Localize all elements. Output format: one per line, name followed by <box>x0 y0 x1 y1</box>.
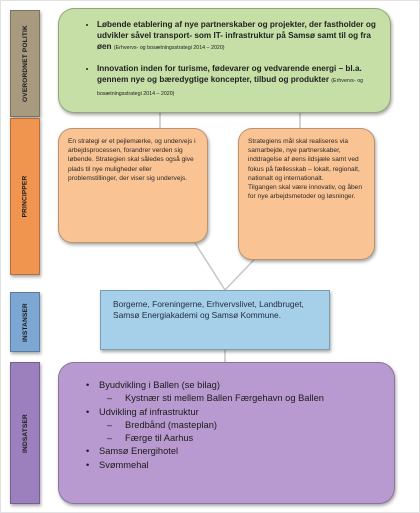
instances-box <box>100 290 330 350</box>
principle-text: Tilgangen skal være innovativ, og åben for nye arbejdsmetoder og løsninger. <box>248 184 362 201</box>
instances-side-bar <box>10 292 40 352</box>
policy-list <box>85 19 376 100</box>
action-item: • Samsø Energihotel <box>99 445 380 458</box>
policy-item-source: (Erhvervs- og bosætningsstrategi 2014 – 2020) <box>97 78 364 97</box>
action-subitem: – Færge til Aarhus <box>99 432 380 445</box>
policy-item <box>97 63 376 100</box>
policy-item-text: Innovation inden for turisme, fødevarer og vedvarende energi – bl.a. gennem nye og bæredygtige koncepter, tilbud og produkter <box>97 64 362 84</box>
action-subitem: – Kystnær sti mellem Ballen Færgehavn og Ballen <box>99 392 380 405</box>
actions-box <box>58 362 395 504</box>
principles-label: PRINCIPPER <box>21 175 29 218</box>
principle-text: Strategiens mål skal realiseres via samarbejde, nye partnerskaber, inddragelse af øens ildsjæle samt ved fokus på fællesskab – lokalt, regionalt, nationalt og internationalt. <box>248 138 360 182</box>
policy-side-bar <box>10 10 40 117</box>
action-item: • Udvikling af infrastruktur <box>99 406 380 419</box>
instances-text: Borgerne, Foreningerne, Erhvervslivet, Landbruget, Samsø Energiakademi og Samsø Kommune. <box>113 299 304 321</box>
principle-text: En strategi er et pejlemærke, og undervejs i arbejdsprocessen, forandrer verden sig løbende. Strategien skal således også give plads til nye muligheder eller problemstillinger, der viser sig undervejs. <box>68 138 196 182</box>
policy-item-source: (Erhvervs- og bosætningsstrategi 2014 – 2020) <box>113 45 225 51</box>
action-item: • Byudvikling i Ballen (se bilag) <box>99 379 380 392</box>
action-item: • Svømmehal <box>99 459 380 472</box>
actions-side-bar <box>10 362 40 504</box>
principle-box-left <box>58 128 208 243</box>
actions-label: INDSATSER <box>21 413 29 453</box>
policy-item <box>97 19 376 54</box>
instances-label: INSTANSER <box>21 302 29 342</box>
principles-side-bar <box>10 118 40 275</box>
action-subitem: – Bredbånd (masteplan) <box>99 419 380 432</box>
policy-item-text: Løbende etablering af nye partnerskaber og projekter, der fastholder og udvikler såvel transport- som IT- infrastruktur på Samsø samt til og fra øen <box>97 20 376 51</box>
policy-box <box>58 8 391 113</box>
policy-label: OVERORDNET POLITIK <box>21 25 29 102</box>
principle-box-right <box>238 128 375 260</box>
